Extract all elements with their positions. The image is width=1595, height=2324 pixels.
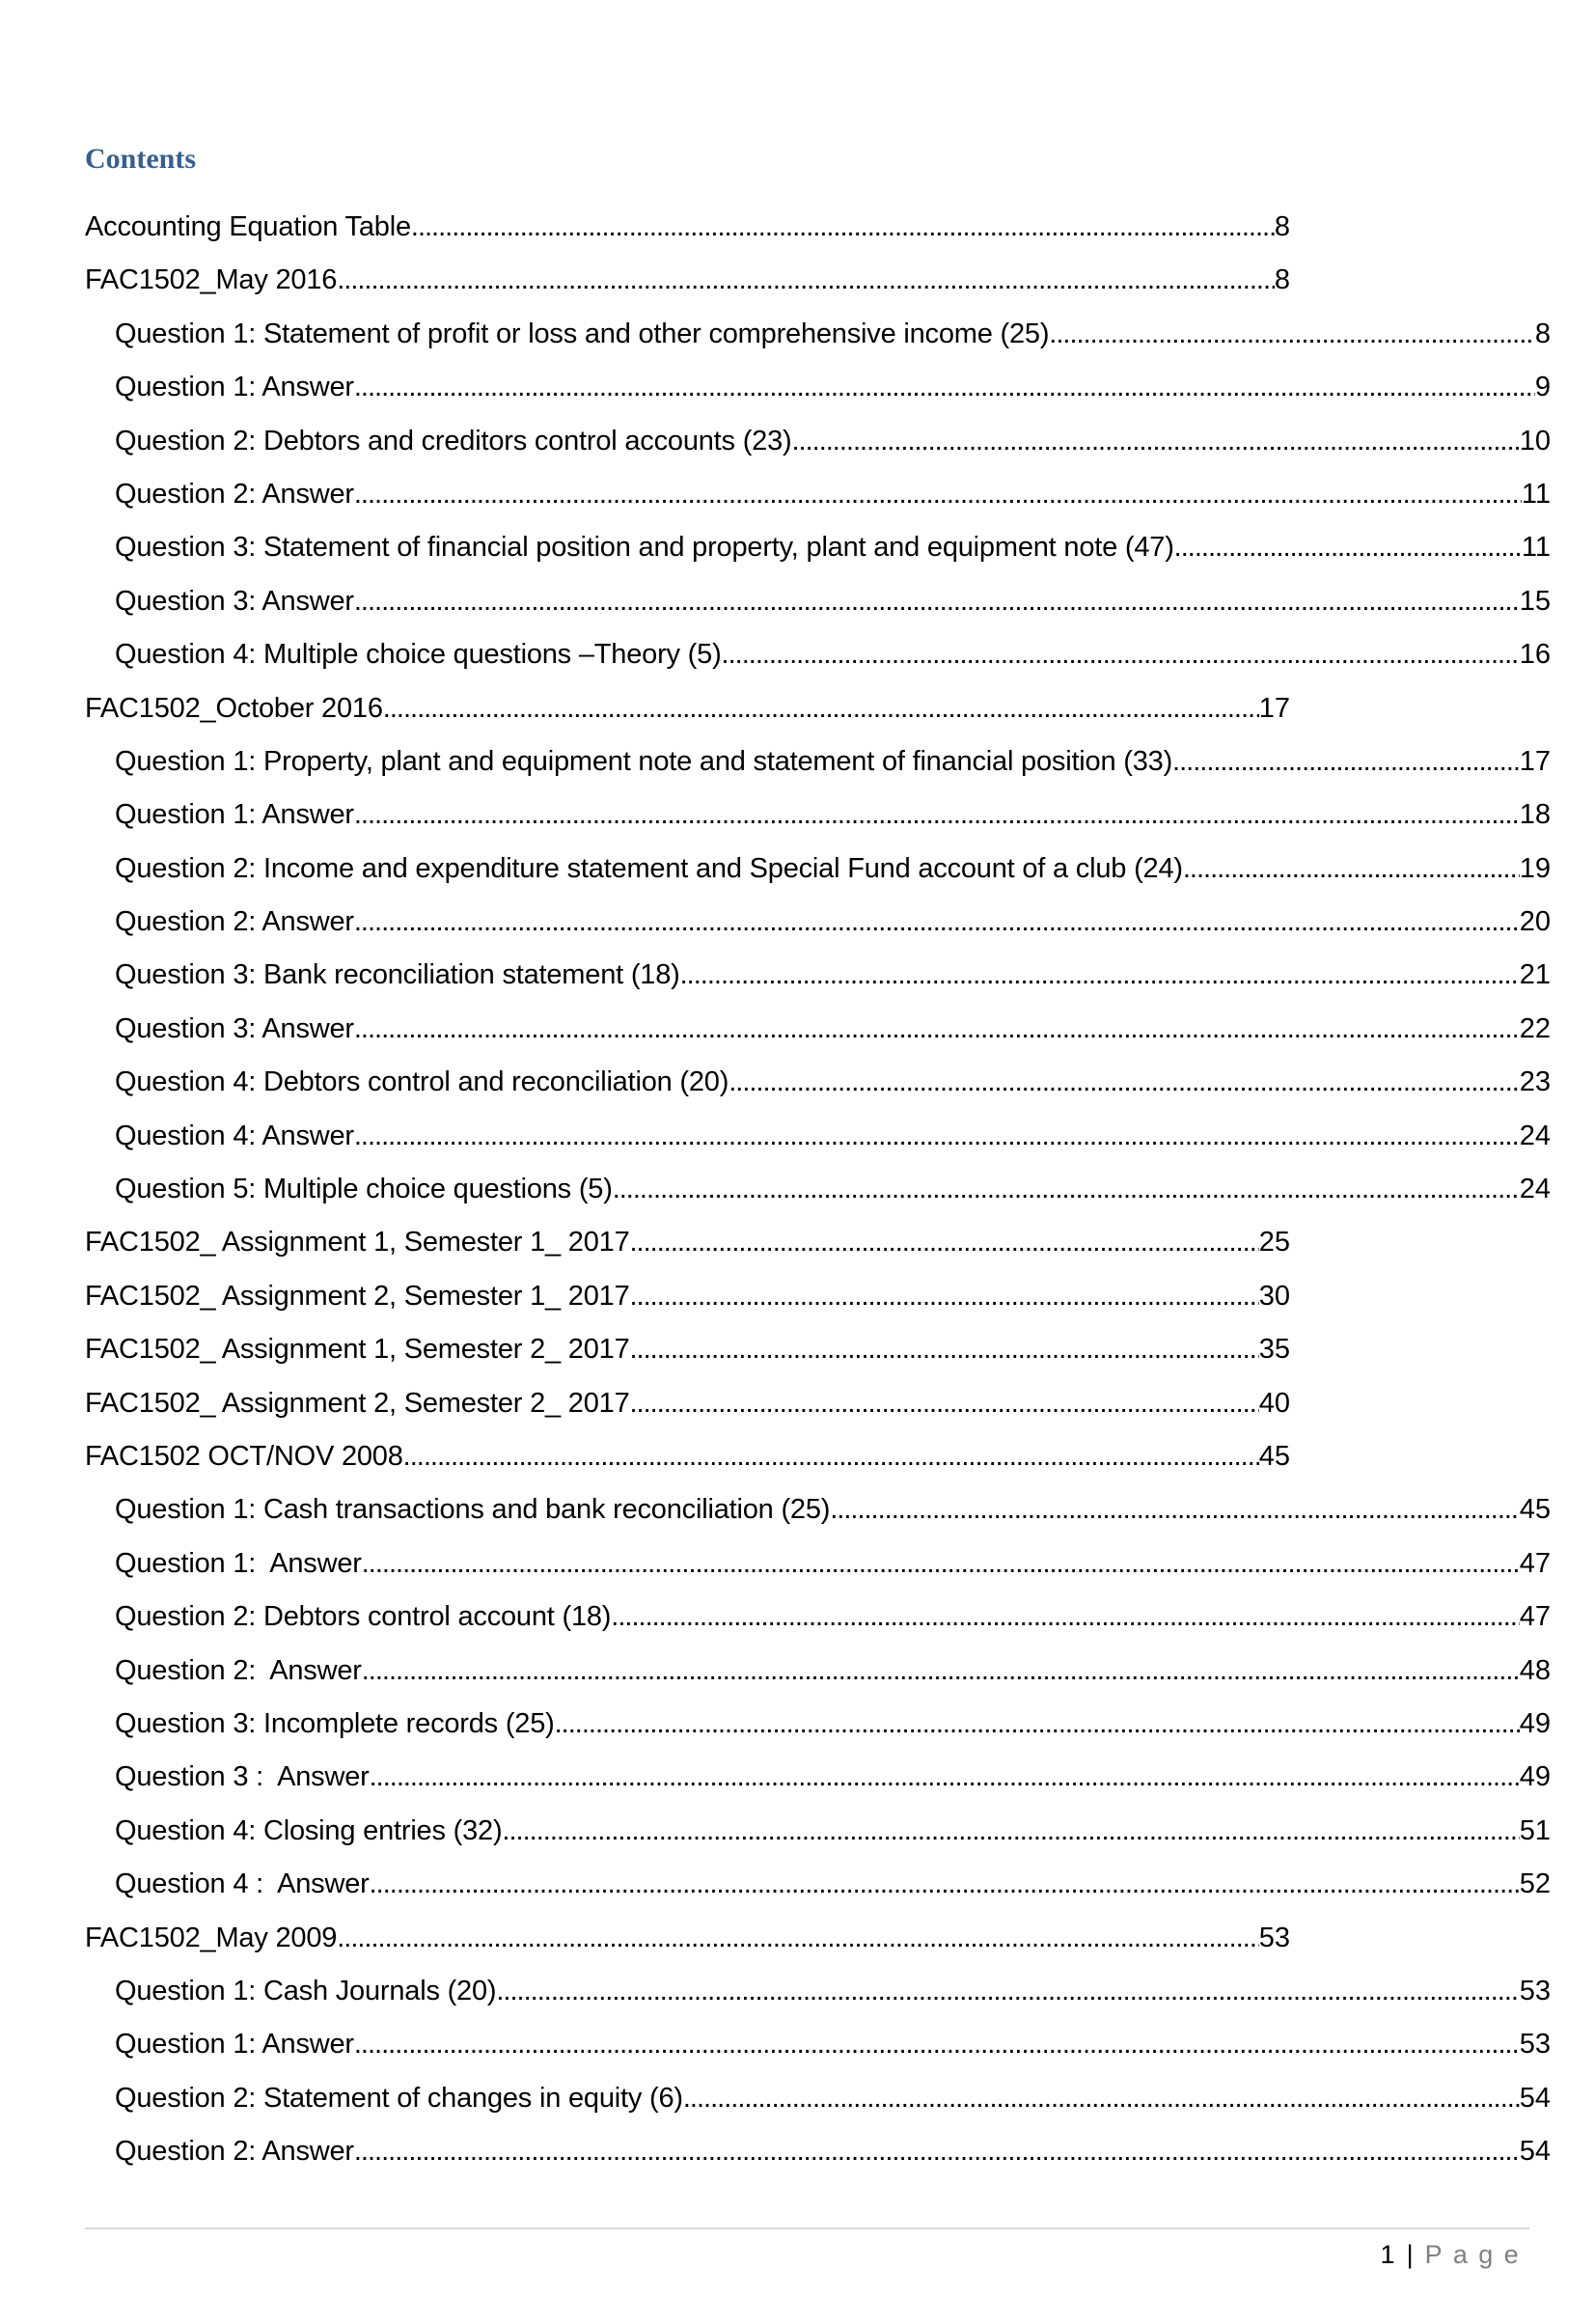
toc-entry-label: Question 1: Answer — [115, 799, 354, 831]
toc-leader-dots — [630, 1270, 1259, 1323]
footer-divider — [85, 2227, 1529, 2229]
toc-entry-label: Question 3: Answer — [115, 1012, 354, 1044]
toc-entry-page: 53 — [1519, 1975, 1551, 2006]
toc-row[interactable] — [85, 201, 1290, 254]
toc-row[interactable] — [85, 1323, 1290, 1376]
toc-leader-dots — [362, 1537, 1520, 1591]
toc-row[interactable] — [115, 1163, 1551, 1216]
toc-row[interactable] — [115, 2018, 1551, 2071]
toc-entry-label: Question 3: Bank reconciliation statement (18) — [115, 959, 680, 991]
toc-entry-label: Question 5: Multiple choice questions (5) — [115, 1174, 613, 1205]
toc-entry-page: 45 — [1258, 1440, 1290, 1472]
toc-entry-page: 52 — [1519, 1868, 1551, 1900]
toc-leader-dots — [354, 1003, 1520, 1056]
toc-row[interactable] — [115, 1537, 1551, 1591]
toc-entry-label: FAC1502_ Assignment 1, Semester 1_ 2017 — [85, 1227, 630, 1259]
toc-row[interactable] — [85, 682, 1290, 735]
footer-separator: | — [1406, 2240, 1414, 2269]
toc-entry-page: 25 — [1258, 1227, 1290, 1259]
toc-entry-label: FAC1502_May 2009 — [85, 1922, 338, 1953]
toc-leader-dots — [354, 361, 1535, 414]
toc-row[interactable] — [115, 1858, 1551, 1911]
toc-entry-page: 54 — [1519, 2136, 1551, 2168]
toc-row[interactable] — [85, 1270, 1290, 1323]
toc-entry-label: Question 2: Answer — [115, 478, 354, 510]
toc-row[interactable] — [115, 415, 1551, 468]
toc-entry-label: Question 2: Answer — [115, 2136, 354, 2168]
toc-entry-page: 9 — [1534, 372, 1551, 403]
toc-list — [85, 201, 1551, 2178]
toc-leader-dots — [411, 201, 1275, 254]
toc-entry-page: 8 — [1534, 318, 1551, 349]
toc-leader-dots — [1174, 521, 1522, 574]
toc-row[interactable] — [115, 1751, 1551, 1804]
toc-leader-dots — [611, 1591, 1519, 1644]
toc-leader-dots — [354, 1110, 1520, 1163]
toc-entry-page: 48 — [1519, 1654, 1551, 1686]
toc-leader-dots — [354, 896, 1520, 949]
toc-entry-page: 49 — [1519, 1707, 1551, 1739]
toc-leader-dots — [403, 1430, 1259, 1483]
toc-entry-label: Question 4 : Answer — [115, 1868, 370, 1900]
toc-entry-label: Question 3: Answer — [115, 585, 354, 617]
toc-entry-label: FAC1502_October 2016 — [85, 692, 383, 724]
toc-entry-label: Question 4: Closing entries (32) — [115, 1814, 503, 1846]
footer-page-label: Page — [1424, 2240, 1529, 2269]
toc-leader-dots — [354, 2018, 1520, 2071]
toc-row[interactable] — [115, 1591, 1551, 1644]
toc-row[interactable] — [85, 254, 1290, 307]
toc-leader-dots — [496, 1965, 1519, 2018]
toc-leader-dots — [337, 254, 1275, 307]
toc-entry-label: Question 4: Multiple choice questions –Theory (5) — [115, 639, 722, 671]
toc-leader-dots — [830, 1483, 1520, 1536]
toc-row[interactable] — [115, 361, 1551, 414]
toc-leader-dots — [630, 1323, 1259, 1376]
toc-entry-label: FAC1502_ Assignment 2, Semester 1_ 2017 — [85, 1280, 630, 1312]
toc-entry-page: 45 — [1519, 1494, 1551, 1526]
toc-leader-dots — [722, 628, 1520, 681]
toc-leader-dots — [370, 1751, 1520, 1804]
toc-entry-label: Question 2: Debtors control account (18) — [115, 1601, 612, 1633]
toc-leader-dots — [362, 1645, 1520, 1698]
toc-entry-label: Question 2: Answer — [115, 1654, 362, 1686]
toc-entry-label: Question 2: Debtors and creditors control accounts (23) — [115, 425, 792, 456]
toc-leader-dots — [630, 1216, 1259, 1269]
toc-entry-page: 17 — [1519, 745, 1551, 777]
toc-row[interactable] — [115, 1965, 1551, 2018]
toc-row[interactable] — [115, 1805, 1551, 1858]
contents-heading: Contents — [85, 143, 197, 175]
toc-entry-page: 35 — [1258, 1334, 1290, 1366]
toc-leader-dots — [354, 575, 1520, 628]
toc-entry-label: Question 1: Cash transactions and bank reconciliation (25) — [115, 1494, 831, 1526]
toc-entry-page: 19 — [1519, 852, 1551, 884]
toc-leader-dots — [370, 1858, 1520, 1911]
toc-entry-page: 11 — [1521, 478, 1551, 510]
toc-row[interactable] — [115, 949, 1551, 1002]
toc-row[interactable] — [115, 1645, 1551, 1698]
toc-entry-page: 47 — [1519, 1547, 1551, 1579]
toc-entry-label: Question 1: Property, plant and equipment note and statement of financial position (33) — [115, 745, 1173, 777]
toc-row[interactable] — [85, 1430, 1290, 1483]
toc-leader-dots — [680, 949, 1520, 1002]
toc-row[interactable] — [115, 2125, 1551, 2178]
toc-entry-page: 24 — [1519, 1120, 1551, 1151]
toc-entry-label: Question 1: Answer — [115, 2029, 354, 2061]
toc-entry-label: Question 1: Cash Journals (20) — [115, 1975, 497, 2006]
toc-row[interactable] — [115, 1056, 1551, 1109]
toc-entry-label: FAC1502_May 2016 — [85, 264, 338, 296]
toc-entry-page: 21 — [1519, 959, 1551, 991]
toc-leader-dots — [354, 2125, 1520, 2178]
toc-entry-page: 20 — [1519, 906, 1551, 938]
toc-entry-label: Question 4: Answer — [115, 1120, 354, 1151]
toc-row[interactable] — [115, 575, 1551, 628]
toc-entry-page: 47 — [1519, 1601, 1551, 1633]
toc-leader-dots — [683, 2072, 1520, 2125]
toc-entry-page: 53 — [1258, 1922, 1290, 1953]
toc-entry-label: Question 2: Answer — [115, 906, 354, 938]
toc-entry-page: 11 — [1521, 532, 1551, 564]
toc-row[interactable] — [85, 1912, 1290, 1965]
toc-entry-label: Question 4: Debtors control and reconciliation (20) — [115, 1066, 729, 1098]
toc-row[interactable] — [115, 308, 1551, 361]
toc-leader-dots — [729, 1056, 1520, 1109]
toc-entry-page: 54 — [1519, 2082, 1551, 2114]
toc-entry-page: 51 — [1519, 1814, 1551, 1846]
toc-entry-page: 10 — [1519, 425, 1551, 456]
toc-row[interactable] — [115, 628, 1551, 681]
toc-entry-page: 40 — [1258, 1387, 1290, 1419]
toc-entry-label: FAC1502_ Assignment 2, Semester 2_ 2017 — [85, 1387, 630, 1419]
toc-row[interactable] — [115, 1003, 1551, 1056]
toc-entry-label: Question 1: Answer — [115, 1547, 362, 1579]
toc-entry-label: FAC1502 OCT/NOV 2008 — [85, 1440, 403, 1472]
toc-leader-dots — [337, 1912, 1259, 1965]
toc-entry-page: 8 — [1274, 264, 1290, 296]
toc-entry-label: Question 3: Incomplete records (25) — [115, 1707, 555, 1739]
toc-row[interactable] — [85, 1216, 1290, 1269]
toc-leader-dots — [1183, 843, 1520, 896]
toc-leader-dots — [1049, 308, 1535, 361]
toc-row[interactable] — [85, 1377, 1290, 1430]
toc-leader-dots — [354, 788, 1520, 842]
toc-leader-dots — [555, 1698, 1520, 1751]
toc-row[interactable] — [115, 735, 1551, 788]
toc-leader-dots — [613, 1163, 1520, 1216]
toc-leader-dots — [1172, 735, 1520, 788]
toc-entry-page: 23 — [1519, 1066, 1551, 1098]
toc-entry-page: 16 — [1519, 639, 1551, 671]
toc-leader-dots — [630, 1377, 1259, 1430]
toc-row[interactable] — [115, 521, 1551, 574]
toc-entry-label: Accounting Equation Table — [85, 211, 411, 242]
toc-entry-page: 53 — [1519, 2029, 1551, 2061]
toc-row[interactable] — [115, 843, 1551, 896]
toc-leader-dots — [791, 415, 1519, 468]
toc-entry-page: 8 — [1274, 211, 1290, 242]
toc-leader-dots — [383, 682, 1259, 735]
toc-leader-dots — [354, 468, 1522, 521]
toc-row[interactable] — [115, 788, 1551, 842]
toc-row[interactable] — [115, 1110, 1551, 1163]
toc-row[interactable] — [115, 2072, 1551, 2125]
toc-row[interactable] — [115, 1698, 1551, 1751]
toc-entry-label: FAC1502_ Assignment 1, Semester 2_ 2017 — [85, 1334, 630, 1366]
toc-entry-page: 15 — [1519, 585, 1551, 617]
toc-entry-page: 18 — [1519, 799, 1551, 831]
toc-entry-page: 49 — [1519, 1761, 1551, 1793]
toc-leader-dots — [502, 1805, 1519, 1858]
toc-entry-page: 24 — [1519, 1174, 1551, 1205]
toc-row[interactable] — [115, 1483, 1551, 1536]
toc-entry-page: 22 — [1519, 1012, 1551, 1044]
toc-entry-label: Question 2: Income and expenditure statement and Special Fund account of a club (24) — [115, 852, 1183, 884]
toc-entry-page: 30 — [1258, 1280, 1290, 1312]
toc-entry-page: 17 — [1258, 692, 1290, 724]
toc-entry-label: Question 1: Statement of profit or loss and other comprehensive income (25) — [115, 318, 1050, 349]
toc-entry-label: Question 3 : Answer — [115, 1761, 370, 1793]
toc-entry-label: Question 1: Answer — [115, 372, 354, 403]
page-footer — [1381, 2239, 1529, 2270]
toc-entry-label: Question 2: Statement of changes in equity (6) — [115, 2082, 683, 2114]
toc-row[interactable] — [115, 468, 1551, 521]
toc-row[interactable] — [115, 896, 1551, 949]
footer-page-number: 1 — [1380, 2240, 1395, 2269]
toc-entry-label: Question 3: Statement of financial position and property, plant and equipment note (47) — [115, 532, 1174, 564]
